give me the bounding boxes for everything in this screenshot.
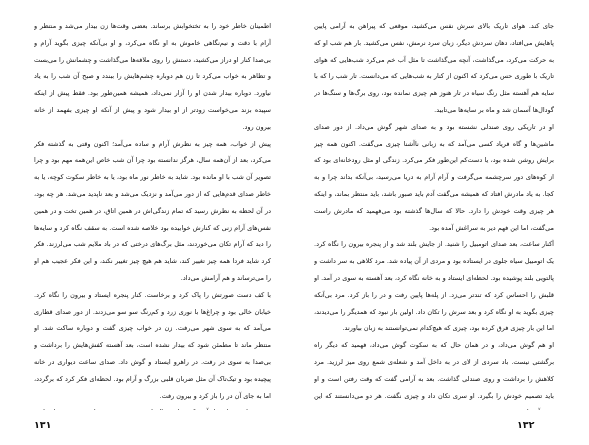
left-paragraph: پیش از خواب، همه چیز به نظرش آرام و ساده می‌آمد؛ اکنون وقتی به گذشته فکر می‌کرد، بعد از آن‌همه سال، هرگز ندانسته بود چرا آن شب خاص این‌همه مهم بود و چرا تصویر آن شب با او مانده بود. شاید به خاطر نور ماه بود، یا به خاطر سکوت کوچه، یا به خاطر صدای قدم‌هایی که از دور می‌آمد و نزدیک می‌شد و بعد ناپدید می‌شد. هر چه بود، در آن لحظه به نظرش رسید که تمام زندگی‌اش در همین اتاق، در همین تخت و در همین نفس‌های آرام زنی که کنارش خوابیده بود خلاصه شده است. به سقف نگاه کرد و سایه‌ها را دید که آرام تکان می‌خوردند، مثل برگ‌های درختی که در باد ملایم شب می‌لرزند. فکر کرد شاید فردا همه چیز تغییر کند، شاید هم هیچ چیز تغییر نکند، و این فکر عجیب هم او را می‌ترساند و هم آرامش می‌داد.	[34, 139, 271, 282]
right-paragraph: او در تاریکی روی صندلی نشسته بود و به صدای شهر گوش می‌داد. از دور صدای ماشین‌ها و گاه فریاد کسی می‌آمد که به زبانی ناآشنا چیزی می‌گفت. اکنون همه چیز برایش روشن شده بود، یا دست‌کم این‌طور فکر می‌کرد. زندگی او مثل رودخانه‌ای بود که از کوه‌های دور سرچشمه می‌گرفت و آرام آرام به دریا می‌رسید، بی‌آنکه بداند چرا و به کجا. به یاد مادرش افتاد که همیشه می‌گفت آدم باید صبور باشد، باید منتظر بماند، و اینکه هر چیزی وقت خودش را دارد. حالا که سال‌ها گذشته بود می‌فهمید که مادرش راست می‌گفت، اما این فهم دیر به سراغش آمده بود.	[314, 122, 554, 232]
right-paragraph: جای کند. هوای تاریک بالای سرش نفس می‌کشید، موقعی که پیراهن به آرامی پایین پاهایش می‌افتاد، دهان سردش دیگر، زبان سرد نرمش، نفس می‌کشید. بار هم شب او که به حرکت می‌کرد، می‌گذاشت، آنچه می‌گذاشت تا مثل آب خم می‌کرد شب‌هایی که هوای تاریک با طوری حس می‌کرد که اکنون از کنار به شب‌هایی که می‌دانست. تار شب را که با سایه هم آهسته مثل رنگ سیاه در تار هنوز هم چیزی نمانده بود، روی برگ‌ها و سنگ‌ها در گودال‌ها آسمان شد و ماه بر سایه‌ها می‌تابید.	[314, 22, 554, 114]
right-page-text	[314, 18, 554, 410]
right-paragraph: او هم گوش می‌داد، و در همان حال که به سکوت گوش می‌داد، فهمید که دیگر راه برگشتی نیست. باد سردی از لای در به داخل آمد و شعله‌ی شمع روی میز لرزید. مرد کلاهش را برداشت و روی صندلی گذاشت. بعد به آرامی گفت که وقت رفتن است و او باید تصمیم خودش را بگیرد. او سری تکان داد و چیزی نگفت. هر دو می‌دانستند که این	[314, 341, 554, 400]
left-paragraph: با کف دست صورتش را پاک کرد و برخاست. کنار پنجره ایستاد و بیرون را نگاه کرد. خیابان خالی بود و چراغ‌ها با نوری زرد و کم‌رنگ سو سو می‌زدند. از دور صدای قطاری می‌آمد که به سوی شهر می‌رفت. زن در خواب چیزی گفت و دوباره ساکت شد. او منتظر ماند تا مطمئن شود که بیدار نشده است، بعد آهسته کفش‌هایش را برداشت و بی‌صدا به سوی در رفت. در راهرو ایستاد و گوش داد. صدای ساعت دیواری در خانه پیچیده بود و تیک‌تاک آن مثل ضربان قلبی بزرگ و آرام بود. لحظه‌ای فکر کرد که برگردد، اما به جای آن در را باز کرد و بیرون رفت.	[34, 290, 271, 400]
right-page-number: ۱۳۲	[517, 420, 535, 431]
left-paragraph: اطمینان خاطر خود را به تختخوابش برساند. بعضی وقت‌ها زن بیدار می‌شد و منتظر و آرام با دقت و نیم‌نگاهی خاموش به او نگاه می‌کرد، و او بی‌آنکه چیزی بگوید آرام و بی‌صدا کنار او دراز می‌کشید، دستش را روی ملافه‌ها می‌گذاشت و چشمانش را می‌بست و تظاهر به خواب می‌کرد تا زن هم دوباره چشم‌هایش را ببندد و صبح آن شب را به یاد نیاورد. دوباره بیدار شدن او را آزار نمی‌داد، همیشه همین‌طور بود. فقط پیش از اینکه سپیده بزند می‌خواست زودتر از او بیدار شود و پیش از آنکه او چیزی بفهمد از خانه بیرون رود.	[34, 22, 271, 131]
left-page-text	[34, 18, 271, 410]
right-paragraph: آکنار ساعت، بعد صدای اتومبیل را شنید. از جایش بلند شد و از پنجره بیرون را نگاه کرد. یک اتومبیل سیاه جلوی در ایستاده بود و مردی از آن پیاده شد. مرد کلاهی به سر داشت و پالتویی بلند پوشیده بود. لحظه‌ای ایستاد و به خانه نگاه کرد، بعد آهسته به سوی در آمد. او قلبش را احساس کرد که تندتر می‌زد. از پله‌ها پایین رفت و در را باز کرد. مرد بی‌آنکه چیزی بگوید به او نگاه کرد و بعد سرش را تکان داد. اولین بار نبود که همدیگر را می‌دیدند، اما این بار چیزی فرق کرده بود، چیزی که هیچ‌کدام نمی‌توانستند به زبان بیاورند.	[314, 240, 554, 333]
left-paragraph	[34, 404, 271, 410]
book-gutter	[293, 0, 294, 445]
left-page-number: ۱۳۱	[34, 420, 52, 431]
